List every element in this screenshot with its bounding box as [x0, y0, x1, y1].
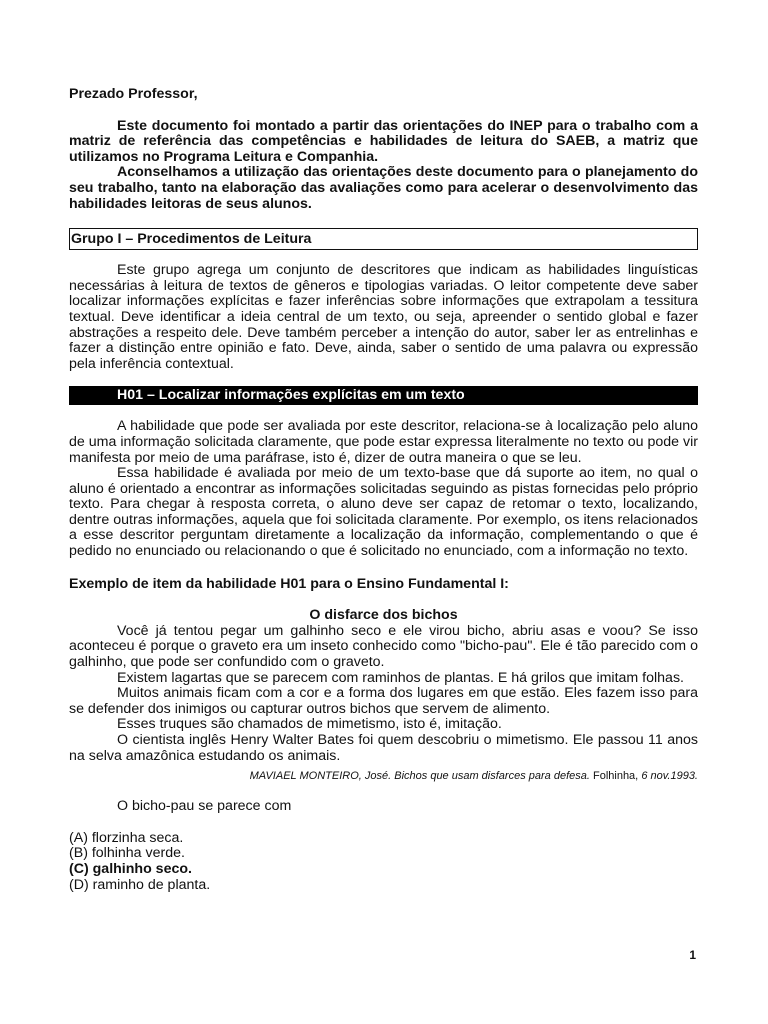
intro-section [69, 119, 698, 213]
skill-paragraph: Essa habilidade é avaliada por meio de um texto-base que dá suporte ao item, no qual o aluno é orientado a encontrar as informações solicitadas seguindo as pistas fornecidas pelo próprio texto. Para chegar à resposta correta, o aluno deve ser capaz de retomar o texto, localizando, dentre outras informações, aquela que foi solicitada claramente. Por exemplo, os itens relacionados a esse descritor perguntam diretamente a localização da informação, complementando o que é pedido no enunciado ou relacionando o que é solicitado no enunciado, com a informação no texto. [69, 465, 698, 560]
citation-source: Folhinha, [592, 770, 639, 783]
greeting: Prezado Professor, [69, 86, 198, 102]
story-paragraph: Muitos animais ficam com a cor e a forma dos lugares em que estão. Eles fazem isso para se defender dos inimigos ou capturar outros bichos que servem de alimento. [69, 685, 698, 717]
question-stem: O bicho-pau se parece com [117, 798, 292, 815]
story-paragraph: Você já tentou pegar um galhinho seco e ele virou bicho, abriu asas e voou? Se isso aconteceu é porque o graveto era um inseto conhecido como "bicho-pau". Ele é tão parecido com o galhinho, que pode ser confundido com o graveto. [69, 622, 698, 671]
group-description [69, 263, 698, 372]
story-text [69, 624, 698, 764]
example-heading: Exemplo de item da habilidade H01 para o Ensino Fundamental I: [69, 575, 509, 592]
answer-options [69, 831, 698, 893]
story-paragraph: Existem lagartas que se parecem com raminhos de plantas. E há grilos que imitam folhas. [117, 669, 684, 686]
skill-description [69, 419, 698, 559]
option-b: (B) folhinha verde. [69, 845, 185, 862]
citation [69, 770, 698, 783]
intro-paragraph: Este documento foi montado a partir das orientações do INEP para o trabalho com a matriz de referência das competências e habilidades de leitura do SAEB, a matriz que utilizamos no Programa Leitura e Companhia. [69, 117, 698, 165]
group-paragraph: Este grupo agrega um conjunto de descritores que indicam as habilidades linguísticas necessárias à leitura de textos de gêneros e tipologias variadas. O leitor competente deve saber localizar informações explícitas e fazer inferências sobre informações que extrapolam a tessitura textual. Deve identificar a ideia central de um texto, ou seja, apreender o sentido global e fazer abstrações a respeito dele. Deve também perceber a intenção do autor, saber ler as entrelinhas e fazer a distinção entre opinião e fato. Deve, ainda, saber o sentido de uma palavra ou expressão pela inferência contextual. [69, 262, 698, 372]
group-title-box: Grupo I – Procedimentos de Leitura [69, 228, 698, 250]
citation-author-title: MAVIAEL MONTEIRO, José. Bichos que usam disfarces para defesa. [249, 770, 590, 783]
intro-paragraph: Aconselhamos a utilização das orientações deste documento para o planejamento do seu trabalho, tanto na elaboração das avaliações como para acelerar o desenvolvimento das habilidades leitoras de seus alunos. [69, 164, 698, 212]
option-c-correct: (C) galhinho seco. [69, 860, 192, 877]
story-paragraph: Esses truques são chamados de mimetismo, isto é, imitação. [117, 716, 502, 733]
story-paragraph: O cientista inglês Henry Walter Bates foi quem descobriu o mimetismo. Ele passou 11 anos na selva amazônica estudando os animais. [69, 732, 698, 764]
document-page [69, 87, 698, 893]
page-number: 1 [689, 948, 696, 962]
story-title: O disfarce dos bichos [309, 607, 458, 624]
skill-title-bar: H01 – Localizar informações explícitas em um texto [69, 386, 698, 405]
option-d: (D) raminho de planta. [69, 876, 211, 893]
option-a: (A) florzinha seca. [69, 829, 184, 846]
citation-date: 6 nov.1993. [641, 770, 698, 783]
skill-paragraph: A habilidade que pode ser avaliada por este descritor, relaciona-se à localização pelo aluno de uma informação solicitada claramente, que pode estar expressa literalmente no texto ou pode vir manifesta por meio de uma paráfrase, isto é, dizer de outra maneira o que se leu. [69, 418, 698, 466]
